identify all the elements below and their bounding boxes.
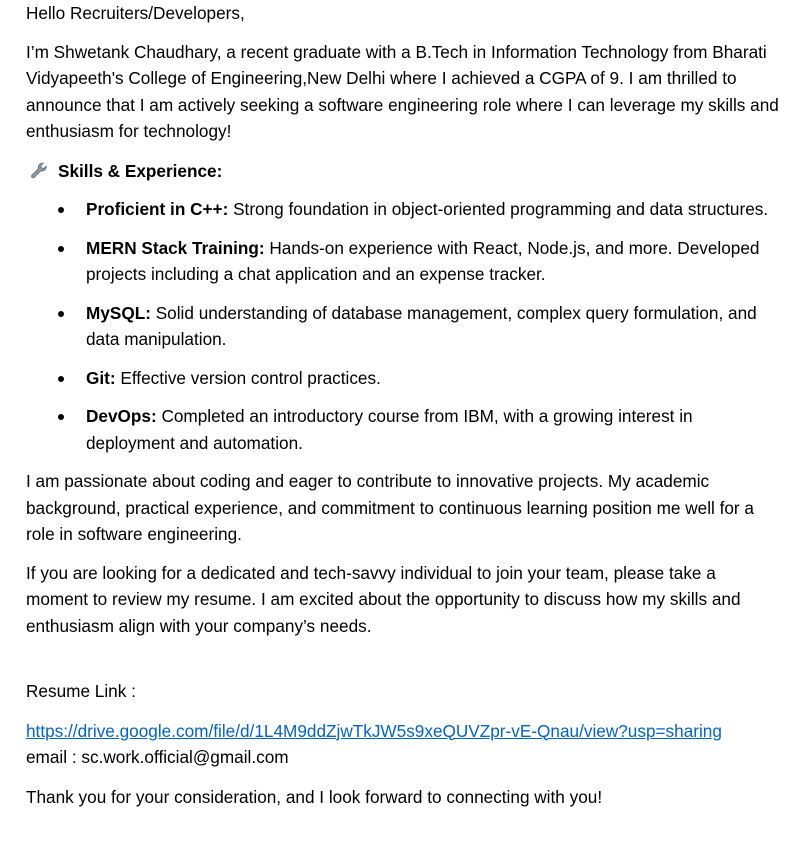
list-item [26, 403, 781, 456]
skill-description: Solid understanding of database management, complex query formulation, and data manipulation. [86, 302, 757, 349]
resume-link[interactable]: https://drive.google.com/file/d/1L4M9ddZjwTkJW5s9xeQUVZpr-vE-Qnau/view?usp=sharing [26, 720, 722, 741]
skill-name: DevOps: [86, 406, 157, 426]
bullet-icon [58, 246, 64, 252]
skill-description: Strong foundation in object-oriented programming and data structures. [228, 199, 769, 219]
request-paragraph: If you are looking for a dedicated and tech-savvy individual to join your team, please take a moment to review my resume. I am excited about the opportunity to discuss how my skills and enthusiasm align with your company’s needs. [26, 562, 741, 636]
greeting-line: Hello Recruiters/Developers, [26, 3, 245, 23]
skill-description: Completed an introductory course from IBM, with a growing interest in deployment and automation. [86, 406, 693, 453]
skills-heading [26, 158, 781, 185]
list-item [26, 235, 781, 288]
list-item [26, 365, 781, 392]
skills-list [26, 196, 781, 456]
skill-name: MySQL: [86, 302, 151, 323]
skill-description: Hands-on experience with React, Node.js, and more. Developed projects including a chat application and an expense tracker. [86, 237, 760, 284]
passion-paragraph: I am passionate about coding and eager to contribute to innovative projects. My academic background, practical experience, and commitment to continuous learning position me well for a role in software engineering. [26, 471, 754, 544]
skill-name: Proficient in C++: [86, 199, 229, 219]
skills-heading-label: Skills & Experience: [58, 160, 223, 181]
email-line: email : sc.work.official@gmail.com [26, 747, 289, 767]
bullet-icon [58, 414, 64, 420]
resume-label: Resume Link : [26, 681, 136, 701]
skill-name: Git: [86, 367, 116, 388]
wrench-icon [29, 161, 49, 181]
document-body [26, 0, 781, 810]
bullet-icon [58, 376, 64, 382]
intro-paragraph: I’m Shwetank Chaudhary, a recent graduate with a B.Tech in Information Technology from Bharati Vidyapeeth's College of Engineering,New Delhi where I achieved a CGPA of 9. I am thrilled to announce that I am actively seeking a software engineering role where I can leverage my skills and enthusiasm for technology! [26, 41, 779, 141]
closing-line: Thank you for your consideration, and I look forward to connecting with you! [26, 786, 603, 807]
bullet-icon [58, 207, 64, 213]
list-item [26, 196, 781, 223]
skill-description: Effective version control practices. [115, 367, 381, 388]
list-item [26, 300, 781, 353]
skill-name: MERN Stack Training: [86, 237, 265, 258]
bullet-icon [58, 311, 64, 317]
